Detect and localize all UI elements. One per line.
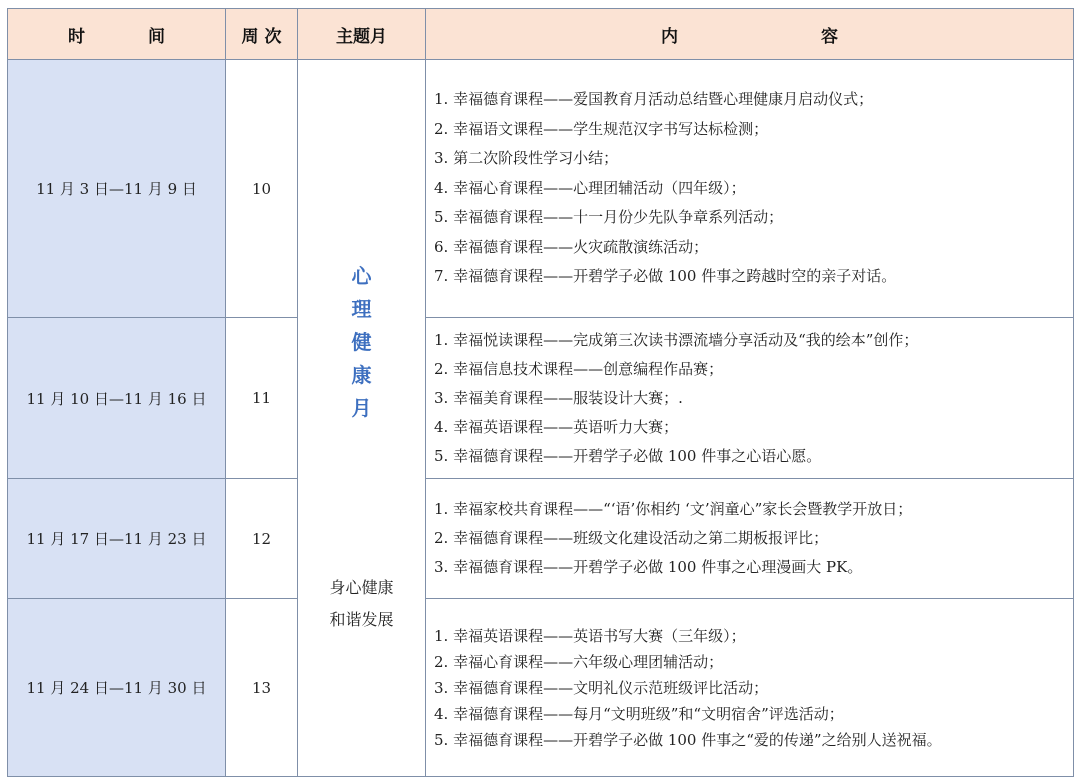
- list-item: 1. 幸福悦读课程——完成第三次读书漂流墙分享活动及“我的绘本”创作；: [434, 330, 919, 349]
- content-list: [434, 85, 1065, 292]
- list-item: 3. 幸福美育课程——服装设计大赛；.: [434, 388, 683, 407]
- list-item: 4. 幸福德育课程——每月“文明班级”和“文明宿舍”评选活动；: [434, 704, 844, 723]
- theme-sub-line: 身心健康: [329, 578, 394, 597]
- table-row: [8, 599, 1074, 777]
- theme-cell: [298, 60, 426, 777]
- list-item: 6. 幸福德育课程——火灾疏散演练活动；: [434, 237, 709, 256]
- content-cell: [426, 60, 1074, 318]
- list-item: 7. 幸福德育课程——开碧学子必做 100 件事之跨越时空的亲子对话。: [434, 267, 897, 286]
- list-item: 4. 幸福心育课程——心理团辅活动（四年级）；: [434, 178, 746, 197]
- date-cell: 11 月 10 日—11 月 16 日: [8, 318, 226, 479]
- theme-subtitle: [298, 572, 425, 636]
- week-cell: 10: [226, 60, 298, 318]
- header-content: [426, 9, 1074, 60]
- theme-char: 心: [351, 264, 372, 288]
- date-cell: 11 月 24 日—11 月 30 日: [8, 599, 226, 777]
- list-item: 1. 幸福英语课程——英语书写大赛（三年级）；: [434, 626, 746, 645]
- list-item: 4. 幸福英语课程——英语听力大赛；: [434, 417, 679, 436]
- content-list: [434, 495, 1065, 582]
- list-item: 2. 幸福德育课程——班级文化建设活动之第二期板报评比；: [434, 529, 829, 547]
- header-content-a: 内: [661, 26, 678, 47]
- list-item: 5. 幸福德育课程——十一月份少先队争章系列活动；: [434, 208, 784, 227]
- header-time: [8, 9, 226, 60]
- header-week: 周 次: [226, 9, 298, 60]
- date-cell: 11 月 3 日—11 月 9 日: [8, 60, 226, 318]
- theme-sub-line: 和谐发展: [329, 610, 394, 629]
- table-row: [8, 318, 1074, 479]
- list-item: 3. 第二次阶段性学习小结；: [434, 149, 619, 168]
- schedule-table: [7, 8, 1074, 777]
- header-theme: 主题月: [298, 9, 426, 60]
- theme-char: 理: [351, 297, 372, 321]
- content-list: [434, 623, 1065, 753]
- header-row: [8, 9, 1074, 60]
- list-item: 2. 幸福信息技术课程——创意编程作品赛；: [434, 359, 724, 378]
- list-item: 5. 幸福德育课程——开碧学子必做 100 件事之心语心愿。: [434, 446, 822, 465]
- content-list: [434, 326, 1065, 471]
- list-item: 1. 幸福德育课程——爱国教育月活动总结暨心理健康月启动仪式；: [434, 90, 874, 109]
- theme-char: 康: [351, 363, 372, 387]
- theme-char: 健: [351, 330, 372, 354]
- list-item: 3. 幸福德育课程——文明礼仪示范班级评比活动；: [434, 678, 769, 697]
- list-item: 1. 幸福家校共育课程——“‘语’你相约 ‘文’润童心”家长会暨教学开放日；: [434, 500, 913, 518]
- header-time-b: 间: [148, 26, 165, 47]
- list-item: 2. 幸福心育课程——六年级心理团辅活动；: [434, 652, 724, 671]
- date-cell: 11 月 17 日—11 月 23 日: [8, 479, 226, 599]
- table-row: [8, 60, 1074, 318]
- list-item: 3. 幸福德育课程——开碧学子必做 100 件事之心理漫画大 PK。: [434, 558, 863, 576]
- list-item: 2. 幸福语文课程——学生规范汉字书写达标检测；: [434, 119, 769, 138]
- header-time-a: 时: [68, 26, 85, 47]
- content-cell: [426, 599, 1074, 777]
- week-cell: 13: [226, 599, 298, 777]
- content-cell: [426, 318, 1074, 479]
- table-row: [8, 479, 1074, 599]
- week-cell: 12: [226, 479, 298, 599]
- week-cell: 11: [226, 318, 298, 479]
- list-item: 5. 幸福德育课程——开碧学子必做 100 件事之“爱的传递”之给别人送祝福。: [434, 730, 942, 749]
- theme-char: 月: [351, 396, 372, 420]
- content-cell: [426, 479, 1074, 599]
- theme-main-title: [298, 260, 425, 425]
- header-content-b: 容: [821, 26, 838, 47]
